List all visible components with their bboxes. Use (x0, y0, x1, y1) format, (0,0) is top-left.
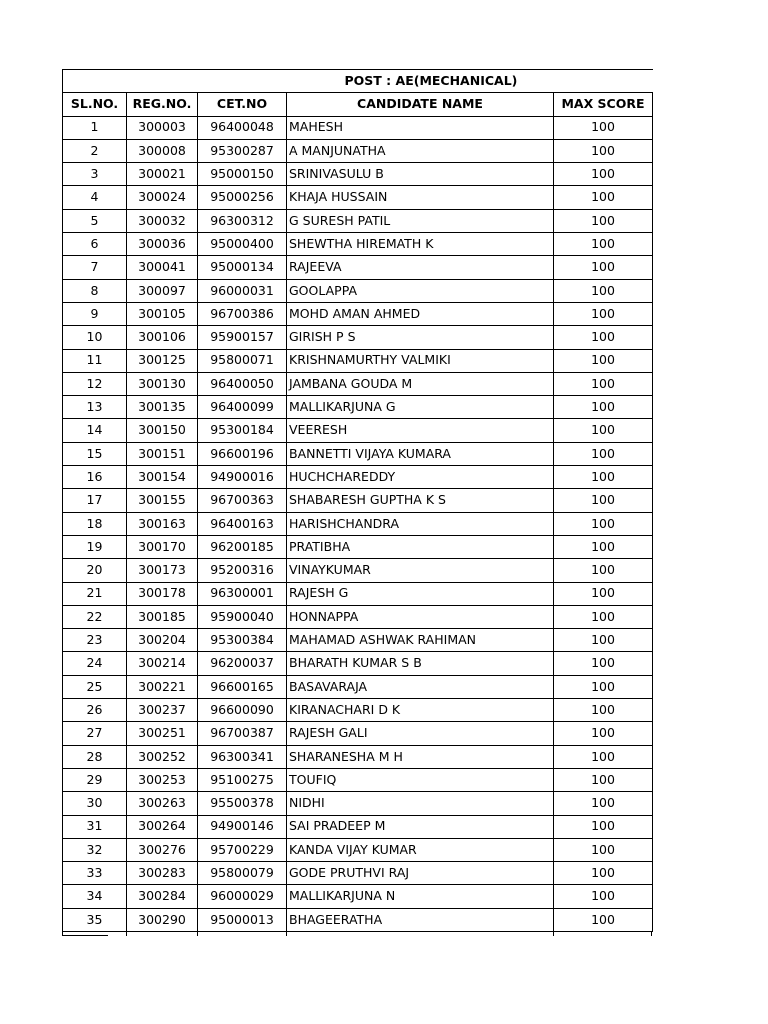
cell-candidate-name: MAHESH (287, 116, 554, 139)
table-row (63, 233, 653, 256)
cell-candidate-name: MOHD AMAN AHMED (287, 302, 554, 325)
cell-reg-no: 300185 (127, 605, 198, 628)
cell-sl-no: 15 (63, 442, 127, 465)
cell-candidate-name: TOUFIQ (287, 768, 554, 791)
table-row (63, 815, 653, 838)
table-row (63, 745, 653, 768)
cell-sl-no: 14 (63, 419, 127, 442)
cell-reg-no: 300135 (127, 396, 198, 419)
cell-cet-no: 96700387 (198, 722, 287, 745)
cell-sl-no: 1 (63, 116, 127, 139)
cell-sl-no: 12 (63, 372, 127, 395)
cell-reg-no: 300214 (127, 652, 198, 675)
cell-candidate-name: GIRISH P S (287, 326, 554, 349)
table-row (63, 372, 653, 395)
cell-cet-no: 96200185 (198, 535, 287, 558)
cell-sl-no: 18 (63, 512, 127, 535)
table-row (63, 279, 653, 302)
cell-reg-no: 300204 (127, 629, 198, 652)
table-row (63, 629, 653, 652)
cell-cet-no: 95300287 (198, 139, 287, 162)
table-row (63, 512, 653, 535)
cell-max-score: 100 (554, 396, 653, 419)
cell-sl-no: 3 (63, 163, 127, 186)
cell-reg-no: 300251 (127, 722, 198, 745)
cell-max-score: 100 (554, 466, 653, 489)
cell-candidate-name: MALLIKARJUNA G (287, 396, 554, 419)
cell-max-score: 100 (554, 489, 653, 512)
cell-sl-no: 17 (63, 489, 127, 512)
cell-sl-no: 29 (63, 768, 127, 791)
cell-reg-no: 300163 (127, 512, 198, 535)
cell-reg-no: 300003 (127, 116, 198, 139)
cell-candidate-name: JAMBANA GOUDA M (287, 372, 554, 395)
cell-reg-no: 300237 (127, 699, 198, 722)
cell-candidate-name: SHABARESH GUPTHA K S (287, 489, 554, 512)
cell-max-score: 100 (554, 209, 653, 232)
table-row (63, 442, 653, 465)
cell-candidate-name: NIDHI (287, 792, 554, 815)
table-row (63, 139, 653, 162)
cell-candidate-name: KRISHNAMURTHY VALMIKI (287, 349, 554, 372)
table-row (63, 838, 653, 861)
cell-max-score: 100 (554, 256, 653, 279)
cell-max-score: 100 (554, 815, 653, 838)
cell-sl-no: 31 (63, 815, 127, 838)
cell-reg-no: 300178 (127, 582, 198, 605)
cell-candidate-name: KANDA VIJAY KUMAR (287, 838, 554, 861)
candidate-table (62, 69, 653, 932)
post-title-row (63, 70, 653, 93)
cell-sl-no: 10 (63, 326, 127, 349)
post-title: POST : AE(MECHANICAL) (127, 70, 653, 93)
cell-cet-no: 95900157 (198, 326, 287, 349)
cell-sl-no: 33 (63, 862, 127, 885)
table-row (63, 582, 653, 605)
cell-candidate-name: BHAGEERATHA (287, 908, 554, 931)
cell-cet-no: 94900146 (198, 815, 287, 838)
cell-sl-no: 30 (63, 792, 127, 815)
cell-cet-no: 96700386 (198, 302, 287, 325)
cell-reg-no: 300036 (127, 233, 198, 256)
cell-sl-no: 6 (63, 233, 127, 256)
table-row (63, 326, 653, 349)
cell-sl-no: 35 (63, 908, 127, 931)
cell-candidate-name: GODE PRUTHVI RAJ (287, 862, 554, 885)
table-row (63, 699, 653, 722)
cell-reg-no: 300221 (127, 675, 198, 698)
cell-cet-no: 96400050 (198, 372, 287, 395)
cell-cet-no: 95300184 (198, 419, 287, 442)
cell-max-score: 100 (554, 908, 653, 931)
cell-max-score: 100 (554, 116, 653, 139)
cell-reg-no: 300154 (127, 466, 198, 489)
cell-reg-no: 300032 (127, 209, 198, 232)
cell-sl-no: 19 (63, 535, 127, 558)
table-row (63, 675, 653, 698)
table-row (63, 396, 653, 419)
post-title-spacer (63, 70, 127, 93)
cell-candidate-name: KIRANACHARI D K (287, 699, 554, 722)
cell-cet-no: 95800079 (198, 862, 287, 885)
cell-cet-no: 96400099 (198, 396, 287, 419)
table-row (63, 862, 653, 885)
cell-sl-no: 23 (63, 629, 127, 652)
cell-max-score: 100 (554, 233, 653, 256)
cell-max-score: 100 (554, 372, 653, 395)
cell-cet-no: 95000150 (198, 163, 287, 186)
cell-reg-no: 300155 (127, 489, 198, 512)
cell-cet-no: 95900040 (198, 605, 287, 628)
cell-max-score: 100 (554, 326, 653, 349)
cell-candidate-name: PRATIBHA (287, 535, 554, 558)
cell-reg-no: 300021 (127, 163, 198, 186)
cell-max-score: 100 (554, 349, 653, 372)
cell-candidate-name: BASAVARAJA (287, 675, 554, 698)
cell-cet-no: 96300341 (198, 745, 287, 768)
cell-candidate-name: RAJEEVA (287, 256, 554, 279)
cell-reg-no: 300106 (127, 326, 198, 349)
cell-reg-no: 300253 (127, 768, 198, 791)
table-row (63, 535, 653, 558)
cell-max-score: 100 (554, 279, 653, 302)
cell-reg-no: 300097 (127, 279, 198, 302)
cell-candidate-name: MAHAMAD ASHWAK RAHIMAN (287, 629, 554, 652)
cell-max-score: 100 (554, 186, 653, 209)
cell-cet-no: 96300312 (198, 209, 287, 232)
cell-max-score: 100 (554, 605, 653, 628)
cell-sl-no: 4 (63, 186, 127, 209)
cell-max-score: 100 (554, 419, 653, 442)
cell-sl-no: 20 (63, 559, 127, 582)
cell-candidate-name: SHARANESHA M H (287, 745, 554, 768)
cell-candidate-name: HUCHCHAREDDY (287, 466, 554, 489)
cell-max-score: 100 (554, 745, 653, 768)
table-row (63, 302, 653, 325)
cell-max-score: 100 (554, 512, 653, 535)
cell-max-score: 100 (554, 838, 653, 861)
col-header-reg-no: REG.NO. (127, 93, 198, 116)
cell-max-score: 100 (554, 302, 653, 325)
cell-cet-no: 95800071 (198, 349, 287, 372)
cell-cet-no: 96600090 (198, 699, 287, 722)
table-row (63, 116, 653, 139)
cell-sl-no: 7 (63, 256, 127, 279)
cell-max-score: 100 (554, 862, 653, 885)
cell-cet-no: 96000029 (198, 885, 287, 908)
cell-reg-no: 300173 (127, 559, 198, 582)
cell-reg-no: 300008 (127, 139, 198, 162)
table-bottom-edge (62, 932, 652, 936)
table-row (63, 489, 653, 512)
cell-candidate-name: SHEWTHA HIREMATH K (287, 233, 554, 256)
cell-sl-no: 9 (63, 302, 127, 325)
cell-cet-no: 96600196 (198, 442, 287, 465)
cell-cet-no: 95300384 (198, 629, 287, 652)
cell-reg-no: 300105 (127, 302, 198, 325)
cell-reg-no: 300170 (127, 535, 198, 558)
cell-reg-no: 300041 (127, 256, 198, 279)
table-row (63, 652, 653, 675)
table-row (63, 349, 653, 372)
cell-max-score: 100 (554, 652, 653, 675)
cell-reg-no: 300151 (127, 442, 198, 465)
cell-candidate-name: GOOLAPPA (287, 279, 554, 302)
cell-sl-no: 21 (63, 582, 127, 605)
cell-cet-no: 96200037 (198, 652, 287, 675)
cell-cet-no: 96300001 (198, 582, 287, 605)
cell-cet-no: 96400163 (198, 512, 287, 535)
cell-reg-no: 300130 (127, 372, 198, 395)
cell-candidate-name: SRINIVASULU B (287, 163, 554, 186)
cell-reg-no: 300284 (127, 885, 198, 908)
cell-max-score: 100 (554, 559, 653, 582)
col-header-max-score: MAX SCORE (554, 93, 653, 116)
cell-max-score: 100 (554, 768, 653, 791)
table-row (63, 605, 653, 628)
cell-sl-no: 2 (63, 139, 127, 162)
table-row (63, 163, 653, 186)
cell-max-score: 100 (554, 163, 653, 186)
cell-sl-no: 28 (63, 745, 127, 768)
col-header-cet-no: CET.NO (198, 93, 287, 116)
table-row (63, 768, 653, 791)
cell-reg-no: 300290 (127, 908, 198, 931)
table-row (63, 256, 653, 279)
cell-max-score: 100 (554, 535, 653, 558)
cell-reg-no: 300263 (127, 792, 198, 815)
cell-sl-no: 32 (63, 838, 127, 861)
cell-sl-no: 16 (63, 466, 127, 489)
cell-reg-no: 300283 (127, 862, 198, 885)
cell-cet-no: 96400048 (198, 116, 287, 139)
table-row (63, 559, 653, 582)
cell-sl-no: 13 (63, 396, 127, 419)
cell-cet-no: 95000400 (198, 233, 287, 256)
cell-reg-no: 300125 (127, 349, 198, 372)
cell-max-score: 100 (554, 792, 653, 815)
table-row (63, 419, 653, 442)
cell-max-score: 100 (554, 629, 653, 652)
cell-candidate-name: SAI PRADEEP M (287, 815, 554, 838)
cell-sl-no: 22 (63, 605, 127, 628)
candidate-list-sheet (62, 69, 652, 932)
cell-sl-no: 26 (63, 699, 127, 722)
cell-candidate-name: RAJESH G (287, 582, 554, 605)
col-header-sl-no: SL.NO. (63, 93, 127, 116)
cell-sl-no: 34 (63, 885, 127, 908)
cell-max-score: 100 (554, 442, 653, 465)
cell-candidate-name: A MANJUNATHA (287, 139, 554, 162)
cell-sl-no: 25 (63, 675, 127, 698)
cell-candidate-name: G SURESH PATIL (287, 209, 554, 232)
cell-max-score: 100 (554, 675, 653, 698)
cell-reg-no: 300276 (127, 838, 198, 861)
table-row (63, 186, 653, 209)
cell-cet-no: 95000256 (198, 186, 287, 209)
cell-sl-no: 8 (63, 279, 127, 302)
cell-max-score: 100 (554, 582, 653, 605)
cell-cet-no: 95200316 (198, 559, 287, 582)
cell-candidate-name: BANNETTI VIJAYA KUMARA (287, 442, 554, 465)
cell-cet-no: 96700363 (198, 489, 287, 512)
col-header-candidate-name: CANDIDATE NAME (287, 93, 554, 116)
cell-cet-no: 94900016 (198, 466, 287, 489)
cell-max-score: 100 (554, 722, 653, 745)
cell-candidate-name: KHAJA HUSSAIN (287, 186, 554, 209)
cell-max-score: 100 (554, 139, 653, 162)
cell-cet-no: 95700229 (198, 838, 287, 861)
cell-sl-no: 11 (63, 349, 127, 372)
cell-max-score: 100 (554, 699, 653, 722)
table-row (63, 885, 653, 908)
cell-candidate-name: VINAYKUMAR (287, 559, 554, 582)
cell-reg-no: 300150 (127, 419, 198, 442)
cell-reg-no: 300252 (127, 745, 198, 768)
cell-sl-no: 5 (63, 209, 127, 232)
cell-sl-no: 24 (63, 652, 127, 675)
cell-candidate-name: VEERESH (287, 419, 554, 442)
cell-cet-no: 95000134 (198, 256, 287, 279)
column-header-row (63, 93, 653, 116)
cell-cet-no: 95500378 (198, 792, 287, 815)
table-row (63, 466, 653, 489)
cell-sl-no: 27 (63, 722, 127, 745)
table-row (63, 792, 653, 815)
cell-candidate-name: BHARATH KUMAR S B (287, 652, 554, 675)
candidate-rows (63, 116, 653, 931)
table-row (63, 908, 653, 931)
cell-cet-no: 95000013 (198, 908, 287, 931)
cell-candidate-name: HARISHCHANDRA (287, 512, 554, 535)
cell-cet-no: 95100275 (198, 768, 287, 791)
cell-reg-no: 300024 (127, 186, 198, 209)
cell-candidate-name: MALLIKARJUNA N (287, 885, 554, 908)
cell-cet-no: 96000031 (198, 279, 287, 302)
cell-candidate-name: RAJESH GALI (287, 722, 554, 745)
cell-candidate-name: HONNAPPA (287, 605, 554, 628)
table-row (63, 722, 653, 745)
cell-max-score: 100 (554, 885, 653, 908)
cell-reg-no: 300264 (127, 815, 198, 838)
table-row (63, 209, 653, 232)
cell-cet-no: 96600165 (198, 675, 287, 698)
